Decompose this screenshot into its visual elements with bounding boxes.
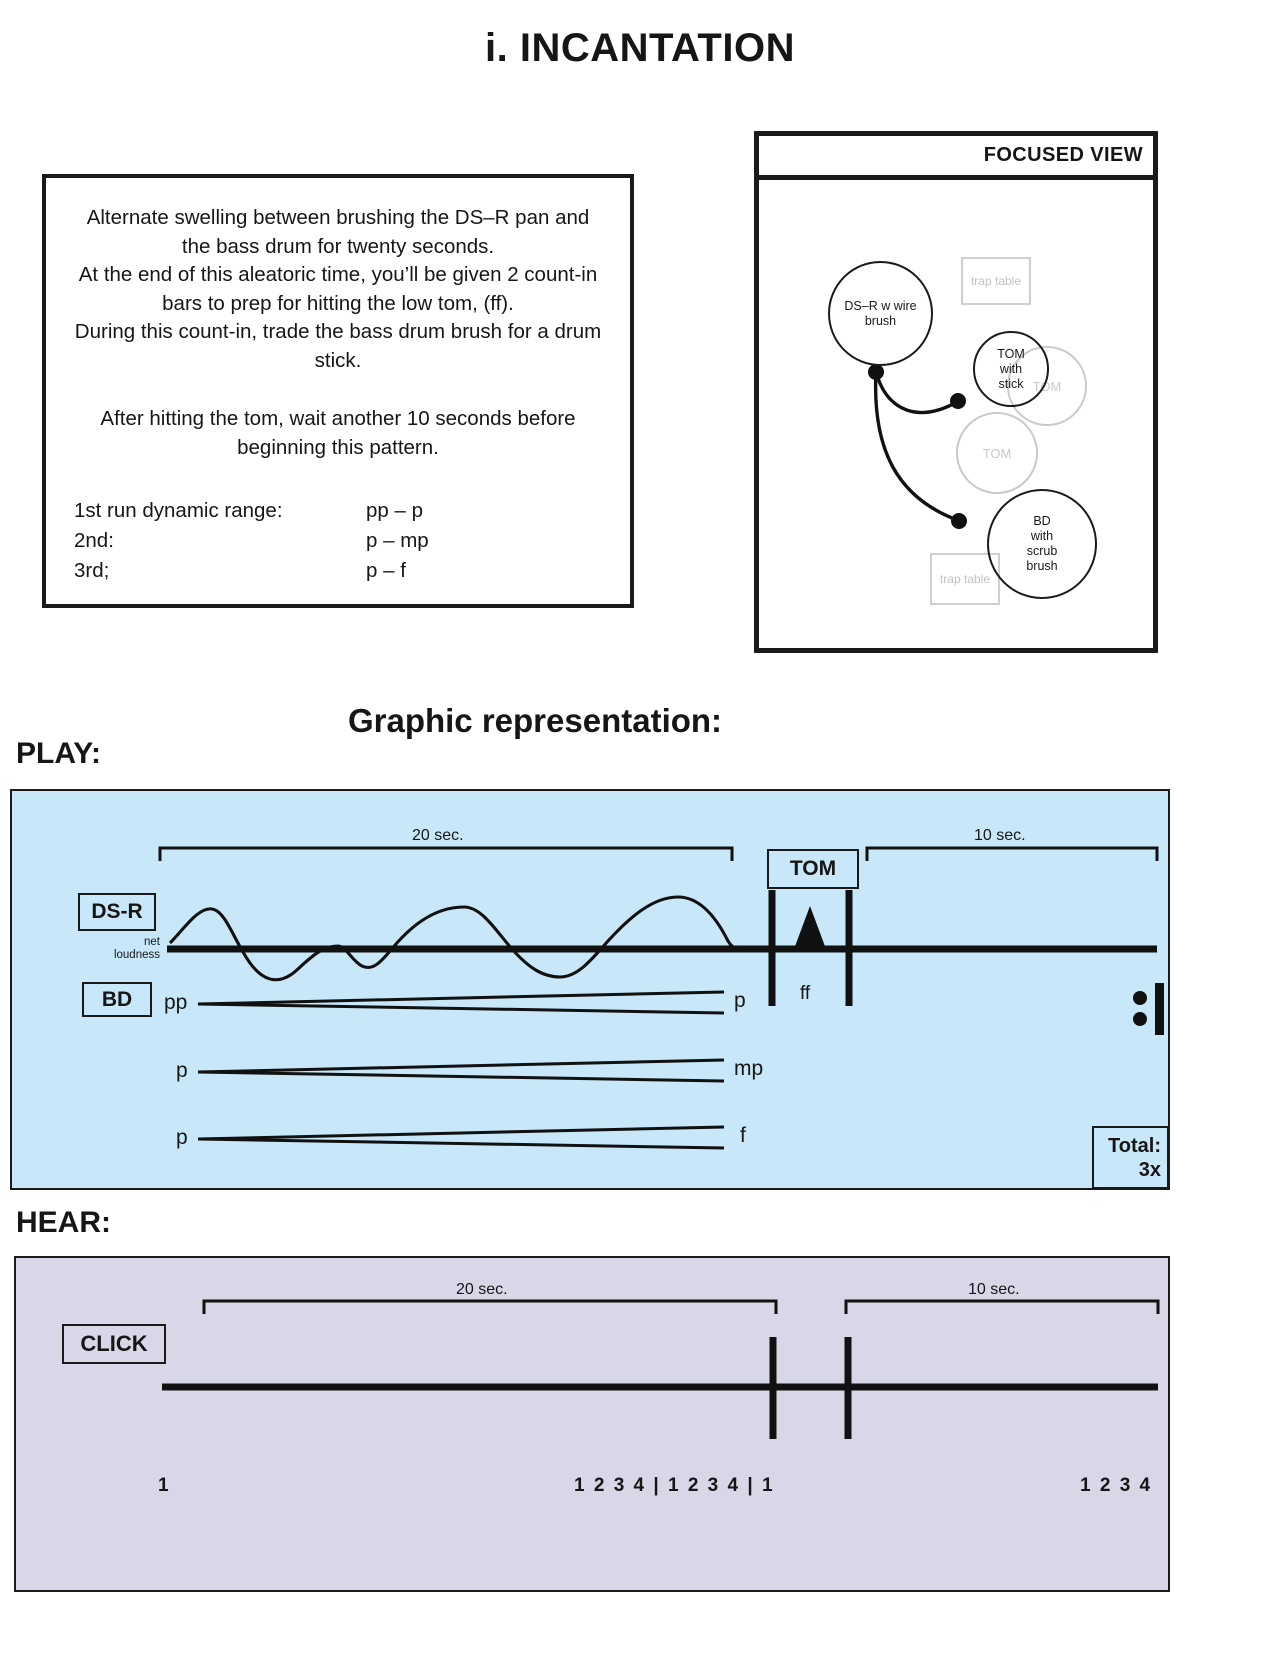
dynamic-range-row <box>74 526 602 556</box>
graphic-representation-heading: Graphic representation: <box>347 702 723 739</box>
page-title: i. INCANTATION <box>485 26 795 70</box>
play-tag-bd <box>82 982 152 1017</box>
play-tag-label: DS-R <box>91 900 143 923</box>
instructions-box <box>42 174 634 608</box>
hear-bracket-label-20sec: 20 sec. <box>456 1281 508 1298</box>
total-label: Total: <box>1108 1134 1161 1157</box>
drum-label: TOM <box>982 445 1012 461</box>
trap-table-label: trap table <box>939 572 991 586</box>
net-loudness-line: net <box>144 936 160 948</box>
dynamic-range-row <box>74 556 602 586</box>
hear-panel <box>14 1256 1170 1592</box>
hear-tag-click <box>62 1324 166 1364</box>
hear-section-label: HEAR: <box>16 1206 111 1239</box>
instruction-paragraph-1: Alternate swelling between brushing the DS–R pan and the bass drum for twenty seconds. <box>86 206 590 258</box>
hairpin-1-start: pp <box>164 991 188 1014</box>
drum-label-line: with <box>1030 529 1054 543</box>
drum-label-line: brush <box>1026 559 1058 573</box>
dynamic-range-label: 1st run dynamic range: <box>74 499 283 522</box>
drum-bd <box>987 489 1097 599</box>
drum-label-line: TOM <box>997 346 1025 361</box>
focused-view-panel <box>754 131 1158 653</box>
hear-graph-svg <box>16 1258 1168 1590</box>
count-start: 1 <box>158 1475 171 1496</box>
dynamic-range-value: pp – p <box>366 499 423 522</box>
hairpin-3-end: f <box>740 1124 746 1147</box>
instruction-paragraph-3: During this count-in, trade the bass drum brush for a drum stick. <box>74 320 602 372</box>
drum-label-line: brush <box>864 313 897 328</box>
play-tag-tom <box>767 849 859 889</box>
focused-view-header <box>759 136 1153 180</box>
count-end: 1 2 3 4 <box>1080 1475 1153 1496</box>
total-repeats-box <box>1092 1126 1169 1189</box>
drum-tom-lower-ghost <box>956 412 1038 494</box>
hairpin-3-start: p <box>176 1126 188 1149</box>
play-panel <box>10 789 1170 1190</box>
play-section-label: PLAY: <box>16 737 102 770</box>
trap-table-label: trap table <box>970 274 1022 288</box>
drum-tom-with-stick <box>973 331 1049 407</box>
dynamic-range-value: p – mp <box>366 529 429 552</box>
dynamic-range-table <box>74 496 602 586</box>
hear-bracket-label-10sec: 10 sec. <box>968 1281 1020 1298</box>
play-tag-label: TOM <box>789 857 837 880</box>
drum-ds-r <box>828 261 933 366</box>
drum-label-line: BD <box>1033 514 1051 528</box>
hear-tag-label: CLICK <box>80 1331 148 1356</box>
play-bracket-label-10sec: 10 sec. <box>974 827 1026 844</box>
dynamic-range-row <box>74 496 602 526</box>
focused-view-title: FOCUSED VIEW <box>983 144 1143 166</box>
drum-label: TOM <box>1032 378 1062 394</box>
accent-dynamic-ff: ff <box>800 983 811 1004</box>
count-in-bars: 1 2 3 4 | 1 2 3 4 | 1 <box>574 1475 775 1496</box>
drum-label-line: DS–R w wire <box>844 298 917 313</box>
drum-label-line: scrub <box>1026 544 1058 558</box>
paragraph-spacer <box>74 375 602 405</box>
play-tag-label: BD <box>101 987 133 1011</box>
drum-label-line: stick <box>998 376 1024 391</box>
net-loudness-caption <box>88 936 160 962</box>
dynamic-range-value: p – f <box>366 559 406 582</box>
total-value: 3x <box>1138 1158 1161 1181</box>
trap-table-top <box>961 257 1031 305</box>
dynamic-range-label: 2nd: <box>74 529 114 552</box>
instruction-paragraph-4: After hitting the tom, wait another 10 seconds before beginning this pattern. <box>100 407 576 459</box>
hairpin-1-end: p <box>734 989 746 1012</box>
play-bracket-label-20sec: 20 sec. <box>412 827 464 844</box>
net-loudness-line: loudness <box>113 949 160 961</box>
play-tag-ds-r <box>78 893 156 931</box>
instruction-paragraph-2: At the end of this aleatoric time, you’ll be given 2 count-in bars to prep for hitting the low tom, (ff). <box>78 263 598 315</box>
hairpin-2-end: mp <box>734 1057 764 1080</box>
dynamic-range-label: 3rd; <box>74 559 110 582</box>
hairpin-2-start: p <box>176 1059 188 1082</box>
drum-label-line: with <box>999 361 1023 376</box>
focused-view-stage <box>759 180 1153 648</box>
